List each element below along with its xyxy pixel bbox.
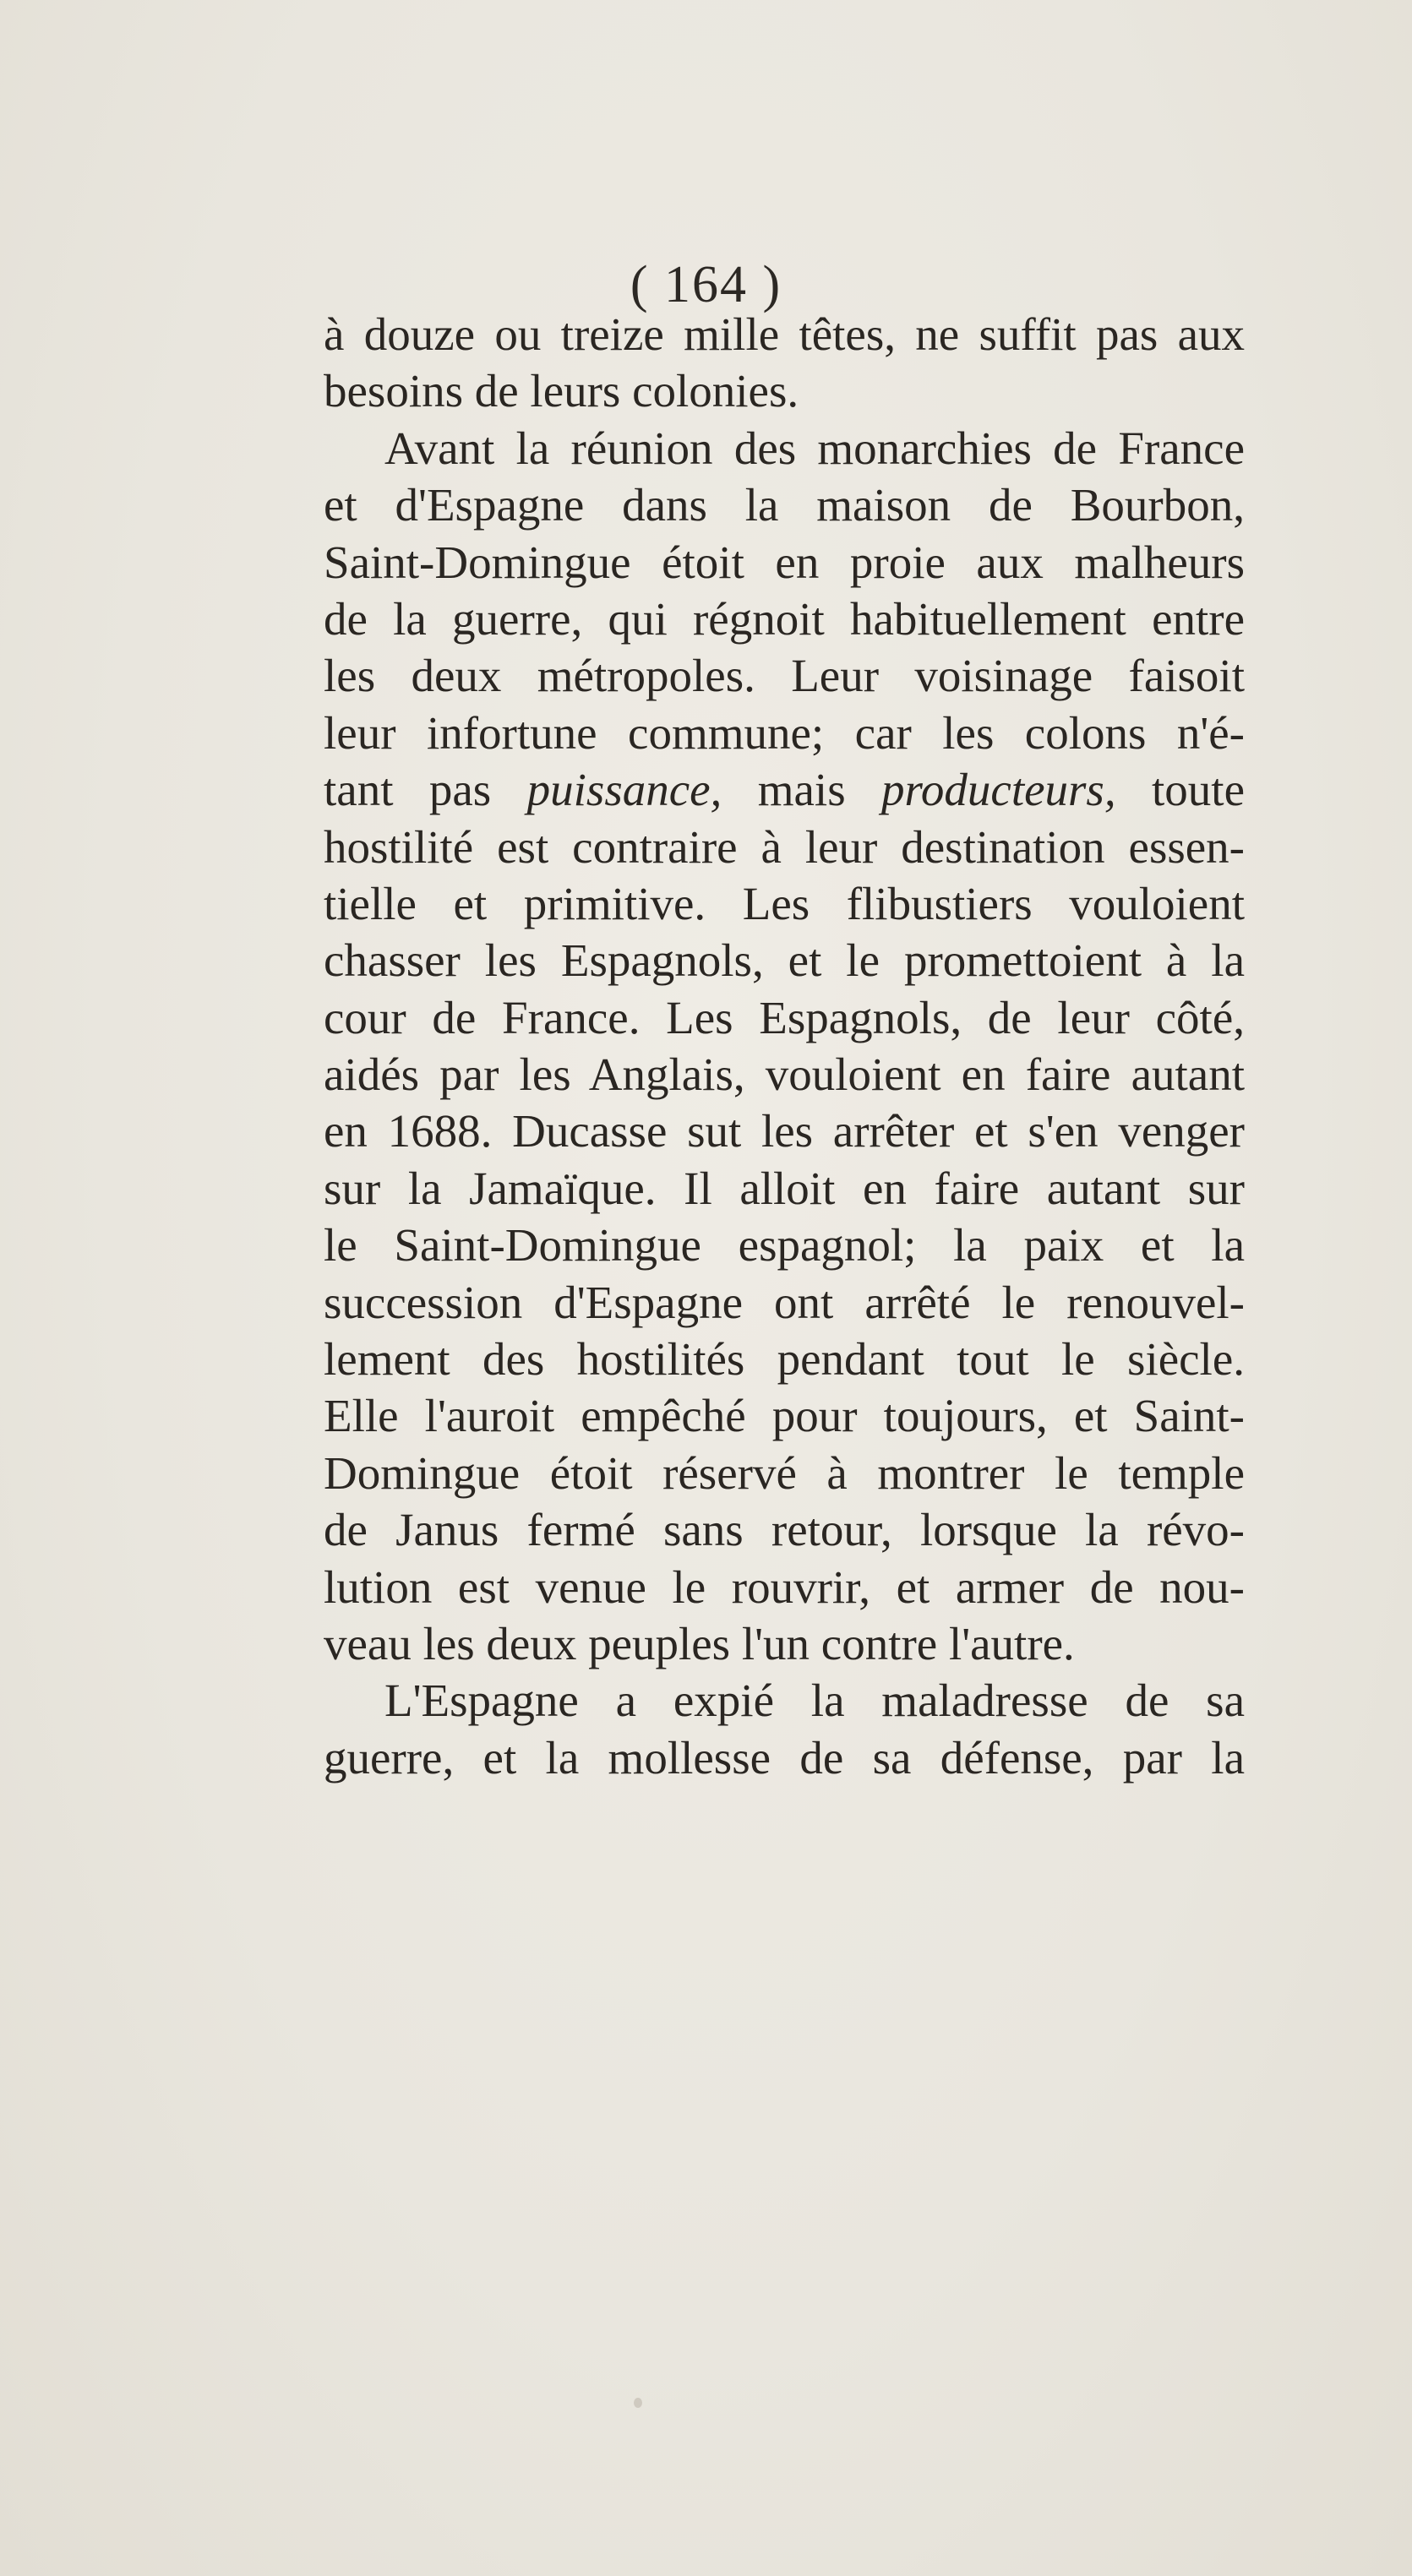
text-line: lution est venue le rouvrir, et armer de nou- [324, 1560, 1245, 1613]
text-line: L'Espagne a expié la maladresse de sa [384, 1675, 1245, 1727]
text-line: Avant la réunion des monarchies de France [384, 422, 1245, 474]
text-line: succession d'Espagne ont arrêté le renouvel- [324, 1276, 1245, 1328]
text-line: hostilité est contraire à leur destination essen- [324, 820, 1245, 873]
text-line: de la guerre, qui régnoit habituellement entre [324, 592, 1245, 645]
text-line: et d'Espagne dans la maison de Bourbon, [324, 479, 1245, 531]
text-fragment: mais [722, 764, 882, 816]
text-line: chasser les Espagnols, et le promettoient à la [324, 934, 1245, 987]
text-line: Elle l'auroit empêché pour toujours, et Saint- [324, 1390, 1245, 1442]
text-line: guerre, et la mollesse de sa défense, par la [324, 1731, 1245, 1784]
text-line: en 1688. Ducasse sut les arrêter et s'en venger [324, 1105, 1245, 1157]
paper-speck [634, 2398, 642, 2408]
text-line: sur la Jamaïque. Il alloit en faire autant sur [324, 1162, 1245, 1214]
text-line: veau les deux peuples l'un contre l'autre. [324, 1617, 1075, 1669]
text-line-with-italics [324, 761, 1245, 818]
text-line: cour de France. Les Espagnols, de leur côté, [324, 991, 1245, 1043]
italic-word: producteurs, [881, 764, 1116, 816]
text-line: les deux métropoles. Leur voisinage faisoit [324, 650, 1245, 702]
text-line: lement des hostilités pendant tout le siècle. [324, 1333, 1245, 1386]
text-fragment: tant pas [324, 764, 527, 816]
italic-word: puissance, [526, 764, 722, 816]
text-line: le Saint-Domingue espagnol; la paix et la [324, 1219, 1245, 1272]
text-line: besoins de leurs colonies. [324, 365, 799, 417]
page-number: ( 164 ) [630, 256, 782, 313]
text-line: Domingue étoit réservé à montrer le temple [324, 1446, 1245, 1499]
text-line: à douze ou treize mille têtes, ne suffit pas aux [324, 308, 1245, 360]
text-line: Saint-Domingue étoit en proie aux malheurs [324, 536, 1245, 588]
text-line: de Janus fermé sans retour, lorsque la révo- [324, 1504, 1245, 1556]
body-text [324, 306, 1245, 1786]
text-fragment: toute [1115, 764, 1245, 816]
text-line: aidés par les Anglais, vouloient en faire autant [324, 1048, 1245, 1101]
text-line: leur infortune commune; car les colons n'é- [324, 706, 1245, 759]
text-line: tielle et primitive. Les flibustiers vouloient [324, 877, 1245, 929]
